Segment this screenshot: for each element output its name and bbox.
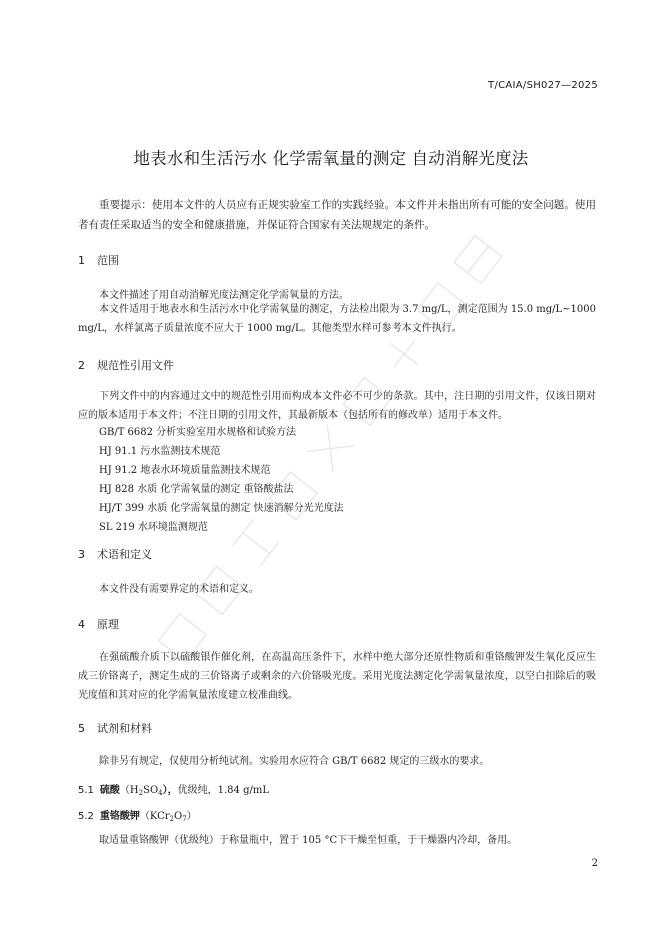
section-title: 范围 bbox=[97, 254, 119, 267]
subsection-5-2 bbox=[78, 807, 197, 823]
section-title: 规范性引用文件 bbox=[97, 359, 174, 372]
section-number: 2 bbox=[78, 359, 85, 372]
reagent-name: 重铬酸钾 bbox=[99, 811, 140, 822]
reference-item: HJ 91.2 地表水环境质量监测技术规范 bbox=[99, 465, 271, 476]
page-number: 2 bbox=[591, 858, 598, 869]
formula-part: ）， bbox=[162, 785, 178, 796]
section-number: 5 bbox=[78, 722, 85, 735]
formula-part: （KCr bbox=[139, 811, 170, 822]
section-1-heading bbox=[78, 252, 119, 268]
reference-item: HJ 828 水质 化学需氧量的测定 重铬酸盐法 bbox=[99, 484, 294, 495]
formula-part: （H bbox=[119, 785, 139, 796]
section-2-heading bbox=[78, 357, 174, 373]
reference-item: HJ/T 399 水质 化学需氧量的测定 快速消解分光光度法 bbox=[99, 503, 344, 514]
important-notice: 重要提示：使用本文件的人员应有正规实验室工作的实践经验。本文件并未指出所有可能的安全问题。使用者有责任采取适当的安全和健康措施，并保证符合国家有关法规规定的条件。 bbox=[78, 199, 596, 231]
subsection-number: 5.1 bbox=[78, 785, 94, 796]
subsection-5-1 bbox=[78, 781, 269, 797]
section-5-heading bbox=[78, 720, 152, 736]
section-number: 1 bbox=[78, 254, 85, 267]
section-title: 试剂和材料 bbox=[97, 722, 152, 735]
subsection-number: 5.2 bbox=[78, 811, 94, 822]
section-5-paragraph-1: 除非另有规定，仅使用分析纯试剂。实验用水应符合 GB/T 6682 规定的三级水的要求。 bbox=[99, 756, 490, 767]
reference-item: GB/T 6682 分析实验室用水规格和试验方法 bbox=[99, 427, 297, 438]
section-3-paragraph-1: 本文件没有需要界定的术语和定义。 bbox=[99, 584, 259, 595]
reference-item: HJ 91.1 污水监测技术规范 bbox=[99, 446, 221, 457]
reference-item: SL 219 水环境监测规范 bbox=[99, 522, 208, 533]
section-1-paragraph-2: 本文件适用于地表水和生活污水中化学需氧量的测定，方法检出限为 3.7 mg/L，测定范围为 15.0 mg/L~1000 mg/L，水样氯离子质量浓度不应大于 1000 mg/L。其他类型水样可参考本文件执行。 bbox=[78, 304, 596, 334]
section-4-heading bbox=[78, 616, 119, 632]
section-number: 3 bbox=[78, 548, 85, 561]
section-2-paragraph-1: 下列文件中的内容通过文中的规范性引用而构成本文件必不可少的条款。其中，注日期的引用文件，仅该日期对应的版本适用于本文件；不注日期的引用文件，其最新版本（包括所有的修改单）适用于本文件。 bbox=[78, 391, 596, 421]
formula-subscript: 2 bbox=[169, 815, 175, 823]
subsection-5-2-paragraph: 取适量重铬酸钾（优级纯）于称量瓶中，置于 105 °C下干燥至恒重，于干燥器内冷却，备用。 bbox=[99, 835, 518, 846]
reagent-name: 硫酸 bbox=[99, 785, 120, 796]
formula-subscript: 4 bbox=[158, 789, 163, 797]
formula-part: ） bbox=[186, 811, 197, 822]
reagent-spec: 优级纯，1.84 g/mL bbox=[177, 785, 269, 796]
section-title: 术语和定义 bbox=[97, 548, 152, 561]
document-code: T/CAIA/SH027—2025 bbox=[488, 80, 598, 91]
section-3-heading bbox=[78, 546, 152, 562]
section-1-paragraph-1: 本文件描述了用自动消解光度法测定化学需氧量的方法。 bbox=[99, 290, 349, 301]
formula-subscript: 2 bbox=[138, 789, 144, 797]
document-title: 地表水和生活污水 化学需氧量的测定 自动消解光度法 bbox=[133, 149, 529, 168]
formula-subscript: 7 bbox=[182, 815, 187, 823]
section-title: 原理 bbox=[97, 618, 119, 631]
formula-part: O bbox=[174, 811, 183, 822]
formula-part: SO bbox=[143, 785, 159, 796]
section-4-paragraph-1: 在强硫酸介质下以硫酸银作催化剂，在高温高压条件下，水样中绝大部分还原性物质和重铬酸钾发生氧化反应生成三价铬离子，测定生成的三价铬离子或剩余的六价铬吸光度。采用光度法测定化学需氧量浓度，以空白扣除后的吸光度值和其对应的化学需氧量浓度建立校准曲线。 bbox=[78, 652, 596, 701]
section-number: 4 bbox=[78, 618, 85, 631]
